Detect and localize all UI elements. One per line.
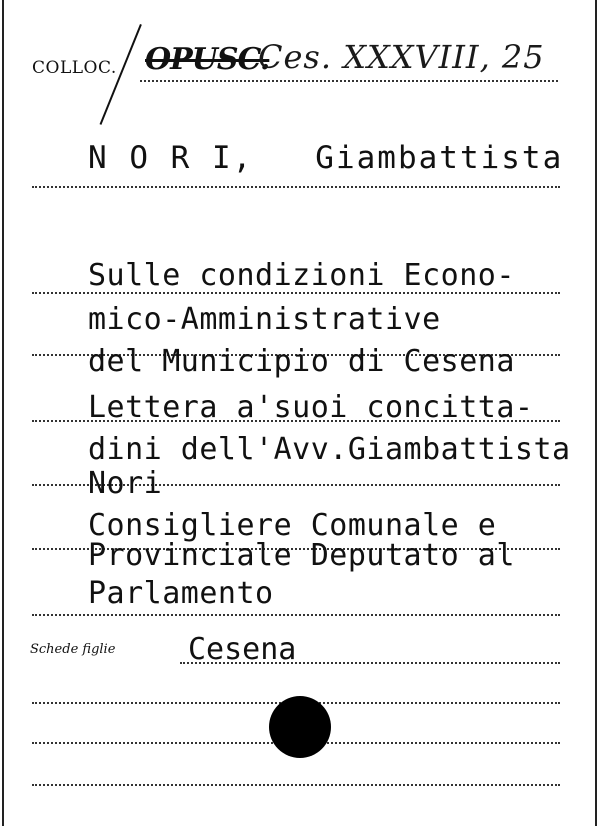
author-heading: N O R I, Giambattista: [88, 140, 564, 176]
title-line: Consigliere Comunale e: [88, 508, 497, 543]
title-line: Nori: [88, 466, 163, 501]
schede-figlie-label: Schede figlie: [30, 642, 116, 657]
punch-hole: [269, 696, 331, 758]
title-rule-6: [32, 614, 560, 616]
colloc-rule: [140, 80, 558, 82]
title-line: Provinciale Deputato al: [88, 538, 515, 573]
colloc-struck-text: OPUSC.: [145, 42, 270, 77]
blank-rule-3: [32, 784, 560, 786]
title-line: Sulle condizioni Econo-: [88, 258, 515, 293]
title-line: Parlamento: [88, 576, 274, 611]
author-rule: [32, 186, 560, 188]
colloc-shelfmark: Ces. XXXVIII, 25: [258, 38, 545, 76]
schede-rule: [180, 662, 560, 664]
title-line: mico-Amministrative: [88, 302, 441, 337]
schede-figlie-value: Cesena: [188, 632, 297, 667]
title-line: del Municipio di Cesena: [88, 344, 515, 379]
card-right-edge: [595, 0, 597, 826]
colloc-label: COLLOC.: [32, 58, 117, 78]
card-left-edge: [2, 0, 4, 826]
title-line: Lettera a'suoi concitta-: [88, 390, 534, 425]
title-line: dini dell'Avv.Giambattista: [88, 432, 571, 467]
